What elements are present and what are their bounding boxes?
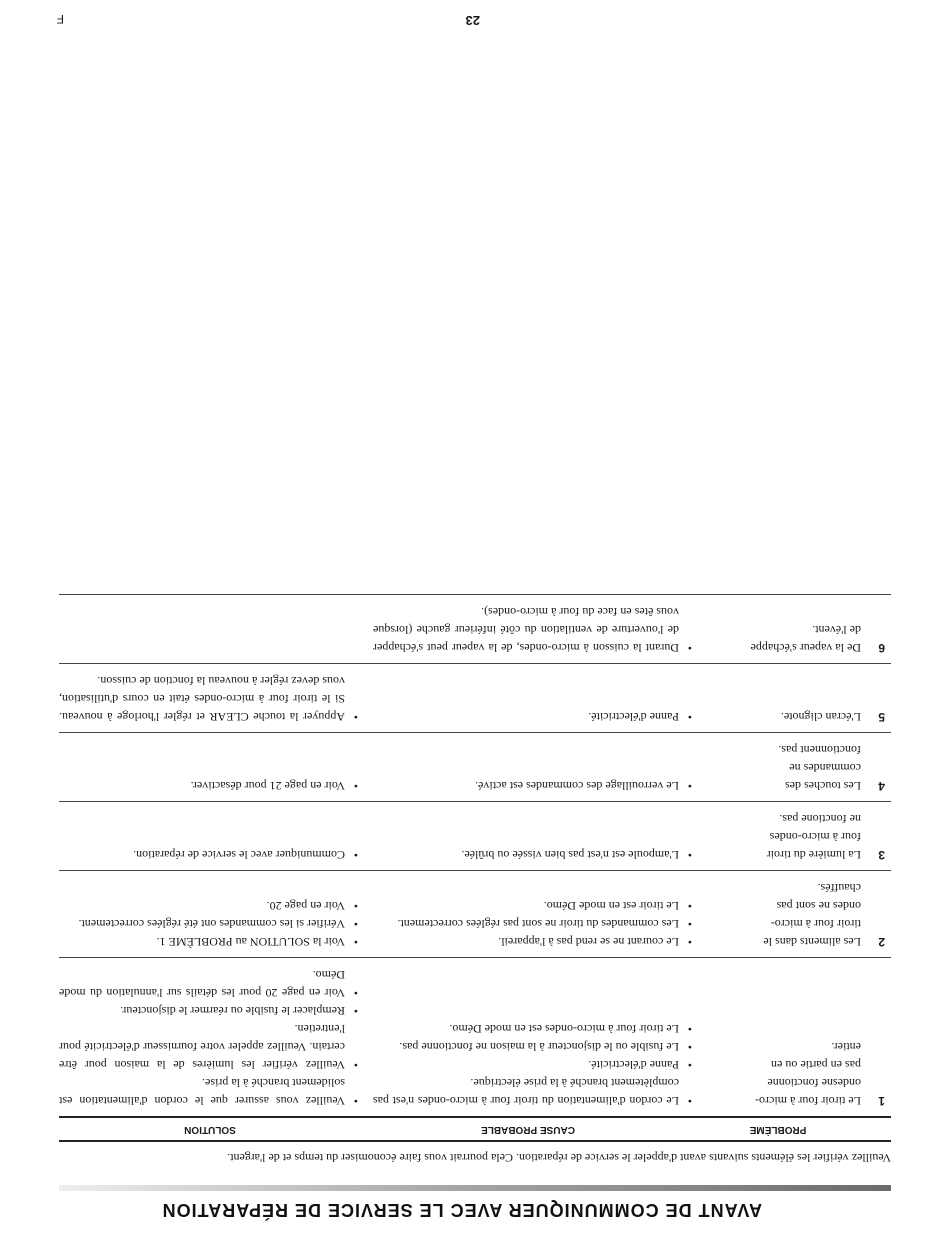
solution-item: • Veuillez vérifier les lumières de la maison pour être certain. Veuillez appeler votre fournisseur d'électricité pour l'entretien.	[59, 1020, 361, 1074]
solution-cell	[59, 802, 361, 871]
solution-cell-list	[59, 966, 361, 1110]
problem-line: ne fonctione pas.	[779, 812, 861, 826]
problem-line: four à micro-ondes	[769, 830, 861, 844]
solution-item: • Voir en page 20.	[59, 897, 361, 915]
solution-item: • Voir en page 21 pour désactiver.	[59, 777, 361, 795]
cause-cell-list	[373, 708, 695, 726]
cause-cell-list	[373, 777, 695, 795]
row-number: 5	[861, 664, 891, 733]
table-body	[59, 595, 891, 1118]
problem-cell	[695, 802, 861, 871]
language-marker: F	[56, 12, 64, 26]
solution-cell-list	[59, 777, 361, 795]
cause-item: • Durant la cuisson à micro-ondes, de la vapeur peut s'échapper de l'ouverture de ventilation du côté inférieur gauche (lorsque vous êtes en face du four à micro-ondes).	[373, 603, 695, 657]
problem-line: La lumière du tiroir	[766, 848, 861, 862]
cause-item: • Panne d'électricité.	[373, 1056, 695, 1074]
problem-line: Les aliments dans le	[763, 935, 861, 949]
solution-item: • Veuillez vous assurer que le cordon d'alimentation est solidement branché à la prise.	[59, 1074, 361, 1110]
cause-item: • Le cordon d'alimentation du tiroir four à micro-ondes n'est pas complètement branché à la prise électrique.	[373, 1074, 695, 1110]
problem-line: De la vapeur s'échappe	[750, 641, 861, 655]
problem-cell	[695, 595, 861, 664]
page-number: 23	[465, 13, 480, 28]
cause-cell-list	[373, 1020, 695, 1110]
cause-cell	[361, 595, 695, 664]
problem-line: L'écran clignote.	[780, 710, 861, 724]
problem-line: tiroir four à micro-	[770, 917, 861, 931]
cause-cell	[361, 802, 695, 871]
problem-line: ondes ne sont pas	[776, 899, 861, 913]
problem-line: fonctionnent pas.	[778, 743, 861, 757]
cause-item: • Le verrouillage des commandes est activé.	[373, 777, 695, 795]
cause-cell	[361, 958, 695, 1118]
problem-line: ondesne fonctionne	[767, 1076, 861, 1090]
cause-item: • L'ampoule est n'est pas bien vissée ou brûlée.	[373, 846, 695, 864]
problem-cell	[695, 958, 861, 1118]
solution-cell-list	[59, 672, 361, 726]
solution-cell-list	[59, 897, 361, 951]
row-number: 6	[861, 595, 891, 664]
cause-cell-list	[373, 846, 695, 864]
cause-item: • Panne d'électricité.	[373, 708, 695, 726]
solution-item: • Appuyer la touche CLEAR et régler l'horloge à nouveau. Si le tiroir four à micro-ondes était en cours d'utilisation, vous devez régler à nouveau la fonction de cuisson.	[59, 672, 361, 726]
solution-item: • Vérifier si les commandes ont été réglées correctement.	[59, 915, 361, 933]
problem-cell	[695, 871, 861, 958]
solution-cell	[59, 871, 361, 958]
title-rule	[59, 1185, 891, 1191]
solution-item: • Remplacer le fusible ou réarmer le disjoncteur.	[59, 1002, 361, 1020]
problem-line: de l'évent.	[812, 623, 861, 637]
table-row	[59, 958, 891, 1118]
header-solution: SOLUTION	[59, 1117, 361, 1141]
cause-item: • Le courant ne se rend pas à l'appareil.	[373, 933, 695, 951]
solution-cell	[59, 958, 361, 1118]
table-row	[59, 733, 891, 802]
problem-line: Les touches des	[785, 779, 861, 793]
solution-item: • Voir la SOLUTION au PROBLÈME 1.	[59, 933, 361, 951]
problem-line: commandes ne	[789, 761, 861, 775]
cause-cell	[361, 664, 695, 733]
header-cause: CAUSE PROBABLE	[361, 1117, 695, 1141]
solution-cell	[59, 595, 361, 664]
row-number: 3	[861, 802, 891, 871]
cause-cell-list	[373, 897, 695, 951]
row-number: 1	[861, 958, 891, 1118]
solution-cell-list	[59, 846, 361, 864]
intro-text: Veuillez vérifier les éléments suivants avant d'appeler le service de réparation. Cela pourrait vous faire économiser du temps et de l'argent.	[227, 1151, 891, 1165]
cause-item: • Le fusible ou le disjoncteur à la maison ne fonctionne pas.	[373, 1038, 695, 1056]
solution-cell	[59, 733, 361, 802]
table-row	[59, 595, 891, 664]
solution-cell	[59, 664, 361, 733]
row-number: 2	[861, 871, 891, 958]
cause-cell-list	[373, 603, 695, 657]
header-problem: PROBLÈME	[695, 1117, 861, 1141]
page-title: AVANT DE COMMUNIQUER AVEC LE SERVICE DE RÉPARATION	[161, 1200, 762, 1220]
cause-cell	[361, 871, 695, 958]
problem-line: pas en partie ou en	[771, 1058, 861, 1072]
table-row	[59, 664, 891, 733]
problem-line: entier.	[831, 1040, 861, 1054]
problem-line: Le tiroir four à micro-	[755, 1094, 861, 1108]
cause-item: • Le tiroir four à micro-ondes est en mode Démo.	[373, 1020, 695, 1038]
problem-line: chauffés.	[817, 881, 861, 895]
problem-cell	[695, 733, 861, 802]
table-row	[59, 802, 891, 871]
problem-cell	[695, 664, 861, 733]
cause-item: • Les commandes du tiroir ne sont pas réglées correctement.	[373, 915, 695, 933]
solution-item: • Voir en page 20 pour les détails sur l'annulation du mode Démo.	[59, 966, 361, 1002]
row-number: 4	[861, 733, 891, 802]
cause-cell	[361, 733, 695, 802]
solution-item: • Communiquer avec le service de réparation.	[59, 846, 361, 864]
table-row	[59, 871, 891, 958]
troubleshooting-table	[59, 594, 891, 1142]
cause-item: • Le tiroir est en mode Démo.	[373, 897, 695, 915]
table-header-row	[59, 1117, 891, 1141]
